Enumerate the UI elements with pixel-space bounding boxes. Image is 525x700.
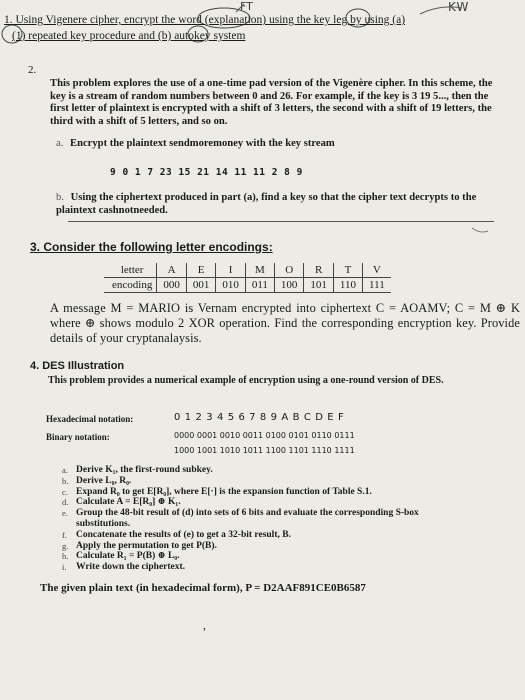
- step-text: Expand R₀ to get E[R₀], where E[·] is the expansion function of Table S.1.: [76, 486, 372, 497]
- table-cell: R: [304, 263, 334, 278]
- step-marker: e.: [62, 508, 68, 519]
- table-cell: 000: [157, 278, 187, 293]
- question-2-number: 2.: [28, 64, 37, 76]
- step-text: Group the 48-bit result of (d) into sets of 6 bits and evaluate the corresponding S-box substitutions.: [76, 508, 419, 529]
- letter-encoding-table: [104, 263, 391, 293]
- table-cell: 100: [274, 278, 304, 293]
- part-a-text: Encrypt the plaintext sendmoremoney with the key stream: [70, 138, 335, 149]
- table-cell: T: [333, 263, 362, 278]
- pencil-mark: [470, 226, 490, 236]
- question-2-paragraph: This problem explores the use of a one-time pad version of the Vigenère cipher. In this scheme, the key is a stream of random numbers between 0 and 26. For example, if the key is 3 19 5..., then the first letter of plaintext is encrypted with a shift of 3 letters, the second with a shift of 19 letters, the third with a shift of 5 letters, and so on.: [50, 78, 493, 127]
- binary-notation-label: Binary notation:: [46, 432, 110, 442]
- step-marker: i.: [62, 562, 67, 573]
- key-stream: 9 0 1 7 23 15 21 14 11 11 2 8 9: [110, 167, 303, 178]
- table-cell: 010: [216, 278, 246, 293]
- handwritten-kw-note: KW: [448, 0, 470, 14]
- list-item: [62, 497, 472, 508]
- step-marker: h.: [62, 551, 69, 562]
- step-text: Write down the ciphertext.: [76, 562, 186, 573]
- table-cell: V: [363, 263, 391, 278]
- step-marker: c.: [62, 486, 68, 497]
- step-text: Concatenate the results of (e) to get a 32-bit result, B.: [76, 529, 291, 540]
- step-text: Calculate R₁ = P(B) ⊕ L₀.: [76, 551, 180, 562]
- question-4-paragraph: This problem provides a numerical example of encryption using a one-round version of DES.: [48, 375, 444, 386]
- table-header-letter: letter: [104, 263, 157, 278]
- table-cell: 101: [304, 278, 334, 293]
- hex-notation-label: Hexadecimal notation:: [46, 414, 134, 424]
- list-item: [62, 487, 472, 498]
- plaintext-statement: The given plain text (in hexadecimal form), P = D2AAF891CE0B6587: [40, 582, 366, 594]
- table-cell: 011: [245, 278, 274, 293]
- hex-notation-value: 0 1 2 3 4 5 6 7 8 9 A B C D E F: [174, 412, 345, 423]
- question-1: [4, 12, 405, 44]
- list-item: [62, 551, 472, 562]
- des-steps-list: [62, 465, 472, 573]
- list-item: [62, 508, 472, 530]
- table-cell: A: [157, 263, 187, 278]
- list-item: [62, 530, 472, 541]
- step-text: Apply the permutation to get P(B).: [76, 540, 217, 551]
- binary-notation-row-1: 0000 0001 0010 0011 0100 0101 0110 0111: [174, 431, 355, 440]
- table-row-letters: [104, 263, 391, 278]
- list-item: [62, 465, 472, 476]
- step-marker: b.: [62, 475, 69, 486]
- question-1-line-2: (1) repeated key procedure and (b) autokey system: [12, 30, 246, 42]
- question-3-paragraph: A message M = MARIO is Vernam encrypted into ciphertext C = AOAMV; C = M ⊕ K where ⊕ shows modulo 2 XOR operation. Find the corresponding encryption key. Provide details of your cryptanalaysis.: [50, 301, 520, 345]
- stray-mark: ,: [203, 618, 206, 632]
- table-cell: 001: [186, 278, 216, 293]
- step-marker: g.: [62, 540, 69, 551]
- table-cell: O: [274, 263, 304, 278]
- divider-line: [68, 221, 494, 222]
- table-row-encodings: [104, 278, 391, 293]
- binary-notation-row-2: 1000 1001 1010 1011 1100 1101 1110 1111: [174, 446, 355, 455]
- table-cell: I: [216, 263, 246, 278]
- table-cell: M: [245, 263, 274, 278]
- step-text: Derive K₁, the first-round subkey.: [76, 465, 213, 475]
- list-item: [62, 562, 472, 573]
- question-1-line-1: 1. Using Vigenere cipher, encrypt the word (explanation) using the key leg by using (a): [4, 14, 406, 26]
- question-4-title: 4. DES Illustration: [30, 360, 125, 372]
- part-a-marker: a.: [56, 138, 64, 149]
- list-item: [62, 476, 472, 487]
- part-b-text: Using the ciphertext produced in part (a), find a key so that the cipher text decrypts to the plaintext cashnotneeded.: [56, 192, 477, 216]
- part-b-marker: b.: [56, 192, 64, 203]
- list-item: [62, 541, 472, 552]
- table-header-encoding: encoding: [104, 278, 157, 293]
- table-cell: 110: [333, 278, 362, 293]
- step-text: Calculate A = E[R₀] ⊕ K₁.: [76, 497, 181, 508]
- table-cell: 111: [363, 278, 391, 293]
- handwritten-ft-note: FT: [240, 0, 253, 13]
- step-marker: a.: [62, 465, 68, 475]
- step-text: Derive L₀, R₀.: [76, 475, 132, 486]
- step-marker: f.: [62, 529, 67, 540]
- step-marker: d.: [62, 497, 69, 508]
- question-3-title: 3. Consider the following letter encodings:: [30, 240, 273, 254]
- question-2-part-b: [56, 192, 486, 217]
- question-2-part-a: [56, 138, 335, 149]
- table-cell: E: [186, 263, 216, 278]
